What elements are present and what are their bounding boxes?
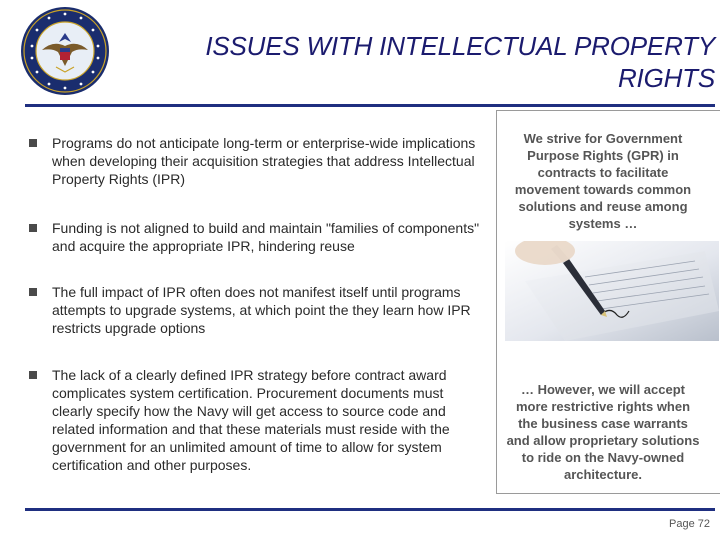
square-bullet-icon xyxy=(29,139,37,147)
page-title: ISSUES WITH INTELLECTUAL PROPERTY RIGHTS xyxy=(205,31,715,93)
square-bullet-icon xyxy=(29,224,37,232)
pen-signing-document-photo xyxy=(505,241,719,341)
list-item xyxy=(25,283,480,337)
bullet-text: Programs do not anticipate long-term or enterprise-wide implications when developing their acquisition strategies that address Intellectual Property Rights (IPR) xyxy=(52,135,476,187)
page-number: Page 72 xyxy=(669,518,710,530)
bullet-list xyxy=(25,118,480,474)
title-divider xyxy=(25,104,715,107)
bullet-text: The full impact of IPR often does not manifest itself until programs attempts to upgrade systems, at which point the they learn how IPR restricts upgrade options xyxy=(52,284,471,336)
dod-seal-icon xyxy=(20,6,110,96)
callout-box xyxy=(496,110,720,494)
list-item xyxy=(25,134,480,188)
callout-top-text: We strive for Government Purpose Rights (GPR) in contracts to facilitate movement towards common solutions and reuse among systems … xyxy=(514,131,692,231)
bullet-text: The lack of a clearly defined IPR strategy before contract award complicates system certification. Procurement documents must clearly specify how the Navy will get access to source code and related information and that these materials must reside with the government for an unlimited amount of time to allow for system certification and other purposes. xyxy=(52,367,450,473)
bullet-text: Funding is not aligned to build and maintain "families of components" and acquire the appropriate IPR, hindering reuse xyxy=(52,220,480,254)
callout-bottom-text: … However, we will accept more restrictive rights when the business case warrants and allow proprietary solutions to ride on the Navy-owned architecture. xyxy=(506,382,700,482)
list-item xyxy=(25,219,480,255)
list-item xyxy=(25,366,480,474)
square-bullet-icon xyxy=(29,288,37,296)
square-bullet-icon xyxy=(29,371,37,379)
footer-divider xyxy=(25,508,715,511)
